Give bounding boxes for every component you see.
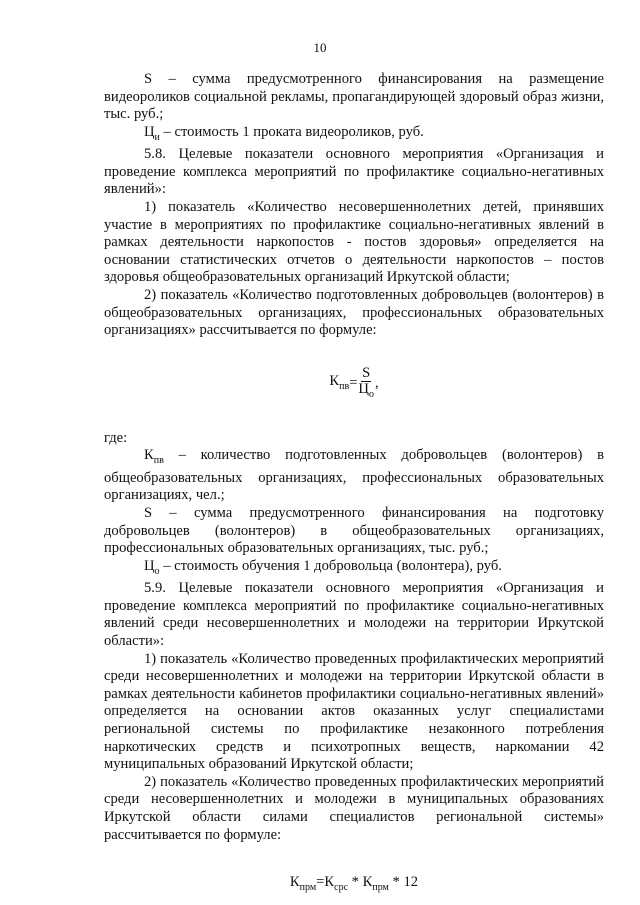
formula-comma: , [374,374,379,391]
formula-fraction [358,366,374,402]
co-symbol: Ц [144,557,155,574]
formula-kprm [104,874,604,897]
fraction-numerator: S [362,364,371,381]
paragraph-s-definition: S – сумма предусмотренного финансирования на размещение видеороликов социальной рекламы, пропагандирующей здоровый образ жизни, тыс. руб.; [104,71,604,123]
kprm2-symbol: К [362,874,373,891]
formula-lhs-subscript: пв [339,380,350,392]
paragraph-indicator-2: 2) показатель «Количество подготовленных добровольцев (волонтеров) в общеобразовательных организациях, профессиональных образовательных организациях» рассчитывается по формуле: [104,287,604,339]
definition-co [104,558,604,581]
definition-s: S – сумма предусмотренного финансирования на подготовку добровольцев (волонтеров) в общеобразовательных организациях, профессиональных образовательных организациях, тыс. руб.; [104,505,604,557]
paragraph-ci-definition [104,124,604,147]
where-label: где: [104,429,128,446]
multiply-2: * [388,874,404,891]
paragraph-indicator-4: 2) показатель «Количество проведенных профилактических мероприятий среди несовершеннолетних и молодежи в муниципальных образованиях Иркутской области силами специалистов региональной системы» рассчитывается по формуле: [104,773,604,843]
paragraph-5-8: 5.8. Целевые показатели основного мероприятия «Организация и проведение комплекса мероприятий по профилактике социально-негативных явлений»: [104,146,604,198]
paragraph-indicator-1: 1) показатель «Количество несовершеннолетних детей, принявших участие в мероприятиях по профилактике социально-негативных явлений в рамках деятельности наркопостов - постов здоровья» определяется на основании статистических отчетов о деятельности наркопостов – постов здоровья общеобразовательных организаций Иркутской области; [104,199,604,286]
kprm-equals: = [316,874,325,891]
kpv-subscript: пв [153,455,164,467]
document-body [104,71,604,897]
kprm-subscript: прм [299,882,317,894]
ksrs-subscript: срс [334,882,349,894]
kpv-text: – количество подготовленных добровольцев (волонтеров) в общеобразовательных организациях, профессиональных образовательных организациях, чел.; [104,447,604,504]
denominator-subscript: о [368,388,374,400]
paragraph-5-9: 5.9. Целевые показатели основного мероприятия «Организация и проведение комплекса мероприятий по профилактике социально-негативных явлений среди несовершеннолетних и молодежи на территории Иркутской области»: [104,580,604,650]
formula-kpv [104,366,604,402]
factor-12: 12 [403,874,419,891]
definition-kpv [104,447,604,505]
multiply-1: * [348,874,363,891]
ksrs-symbol: К [324,874,335,891]
kprm2-subscript: прм [372,882,389,894]
formula-equals: = [349,374,358,391]
kprm-symbol: К [289,874,300,891]
formula-lhs [329,373,349,396]
co-text: – стоимость обучения 1 добровольца (волонтера), руб. [159,557,502,574]
fraction-denominator [358,382,374,402]
ci-symbol: Ц [144,123,155,140]
paragraph-indicator-3: 1) показатель «Количество проведенных профилактических мероприятий среди несовершеннолетних и молодежи на территории Иркутской области в рамках деятельности кабинетов профилактики социально-негативных явлений» определяется на основании актов оказанных услуг специалистами региональной системы по профилактике незаконного потребления наркотических средств и психотропных веществ, наркомании 42 муниципальных образований Иркутской области; [104,650,604,773]
kpv-symbol: К [144,447,154,464]
ci-text: – стоимость 1 проката видеороликов, руб. [159,123,424,140]
page-number: 10 [313,40,327,55]
ci-subscript: и [154,131,160,143]
denominator-symbol: Ц [358,380,369,397]
formula-lhs-symbol: К [329,372,340,389]
co-subscript: о [154,565,160,577]
